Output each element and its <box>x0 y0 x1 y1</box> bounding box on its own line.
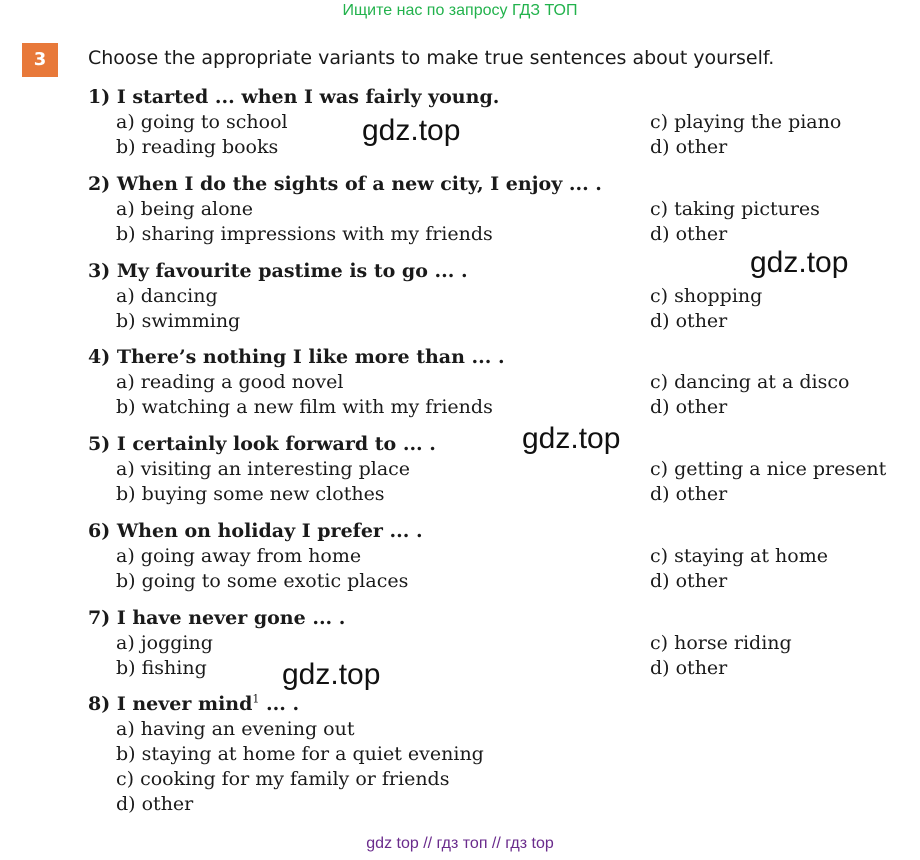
watermark: gdz.top <box>522 422 621 455</box>
question-text: 4) There’s nothing I like more than ... . <box>88 346 505 368</box>
watermark: gdz.top <box>282 658 381 691</box>
footnote-marker: 1 <box>252 692 260 706</box>
option-d[interactable]: d) other <box>650 223 728 245</box>
option-d[interactable]: d) other <box>116 793 194 815</box>
option-d[interactable]: d) other <box>650 136 728 158</box>
question-8 <box>88 691 918 817</box>
option-c[interactable]: c) cooking for my family or friends <box>116 768 450 790</box>
option-a[interactable]: a) going away from home <box>116 545 362 567</box>
question-1 <box>88 84 918 160</box>
option-d[interactable]: d) other <box>650 483 728 505</box>
option-c[interactable]: c) shopping <box>650 285 763 307</box>
option-a[interactable]: a) visiting an interesting place <box>116 458 411 480</box>
question-text <box>88 691 918 717</box>
option-a[interactable]: a) jogging <box>116 632 213 654</box>
option-b[interactable]: b) watching a new film with my friends <box>116 396 493 418</box>
question-6 <box>88 518 918 594</box>
option-c[interactable]: c) taking pictures <box>650 198 820 220</box>
option-a[interactable]: a) going to school <box>116 111 288 133</box>
option-b[interactable]: b) sharing impressions with my friends <box>116 223 493 245</box>
question-5 <box>88 431 918 507</box>
question-text: 7) I have never gone ... . <box>88 607 346 629</box>
footer-watermark: gdz top // гдз топ // гдз top <box>366 835 554 852</box>
option-b[interactable]: b) going to some exotic places <box>116 570 409 592</box>
question-2 <box>88 171 918 247</box>
option-b[interactable]: b) reading books <box>116 136 279 158</box>
question-text: 3) My favourite pastime is to go ... . <box>88 260 468 282</box>
option-a[interactable]: a) having an evening out <box>116 718 355 740</box>
option-a[interactable]: a) dancing <box>116 285 218 307</box>
option-a[interactable]: a) reading a good novel <box>116 371 344 393</box>
question-text: 5) I certainly look forward to ... . <box>88 433 436 455</box>
question-text-start: 8) I never mind <box>88 693 253 715</box>
question-text: 1) I started ... when I was fairly young. <box>88 86 500 108</box>
option-d[interactable]: d) other <box>650 310 728 332</box>
header-note: Ищите нас по запросу ГДЗ ТОП <box>342 2 578 19</box>
watermark: gdz.top <box>750 246 849 279</box>
option-a[interactable]: a) being alone <box>116 198 254 220</box>
option-c[interactable]: c) staying at home <box>650 545 828 567</box>
option-b[interactable]: b) swimming <box>116 310 241 332</box>
option-b[interactable]: b) buying some new clothes <box>116 483 385 505</box>
exercise-number-badge: 3 <box>22 43 58 77</box>
option-c[interactable]: c) dancing at a disco <box>650 371 850 393</box>
option-d[interactable]: d) other <box>650 657 728 679</box>
question-7 <box>88 605 918 681</box>
option-d[interactable]: d) other <box>650 396 728 418</box>
option-b[interactable]: b) staying at home for a quiet evening <box>116 743 484 765</box>
watermark: gdz.top <box>362 114 461 147</box>
question-text: 6) When on holiday I prefer ... . <box>88 520 423 542</box>
question-text-end: ... . <box>259 693 300 715</box>
option-c[interactable]: c) horse riding <box>650 632 792 654</box>
option-d[interactable]: d) other <box>650 570 728 592</box>
option-c[interactable]: c) getting a nice present <box>650 458 887 480</box>
exercise-instruction: Choose the appropriate variants to make true sentences about yourself. <box>88 47 775 69</box>
question-text: 2) When I do the sights of a new city, I enjoy ... . <box>88 173 602 195</box>
option-c[interactable]: c) playing the piano <box>650 111 842 133</box>
option-b[interactable]: b) fishing <box>116 657 207 679</box>
question-4 <box>88 344 918 420</box>
